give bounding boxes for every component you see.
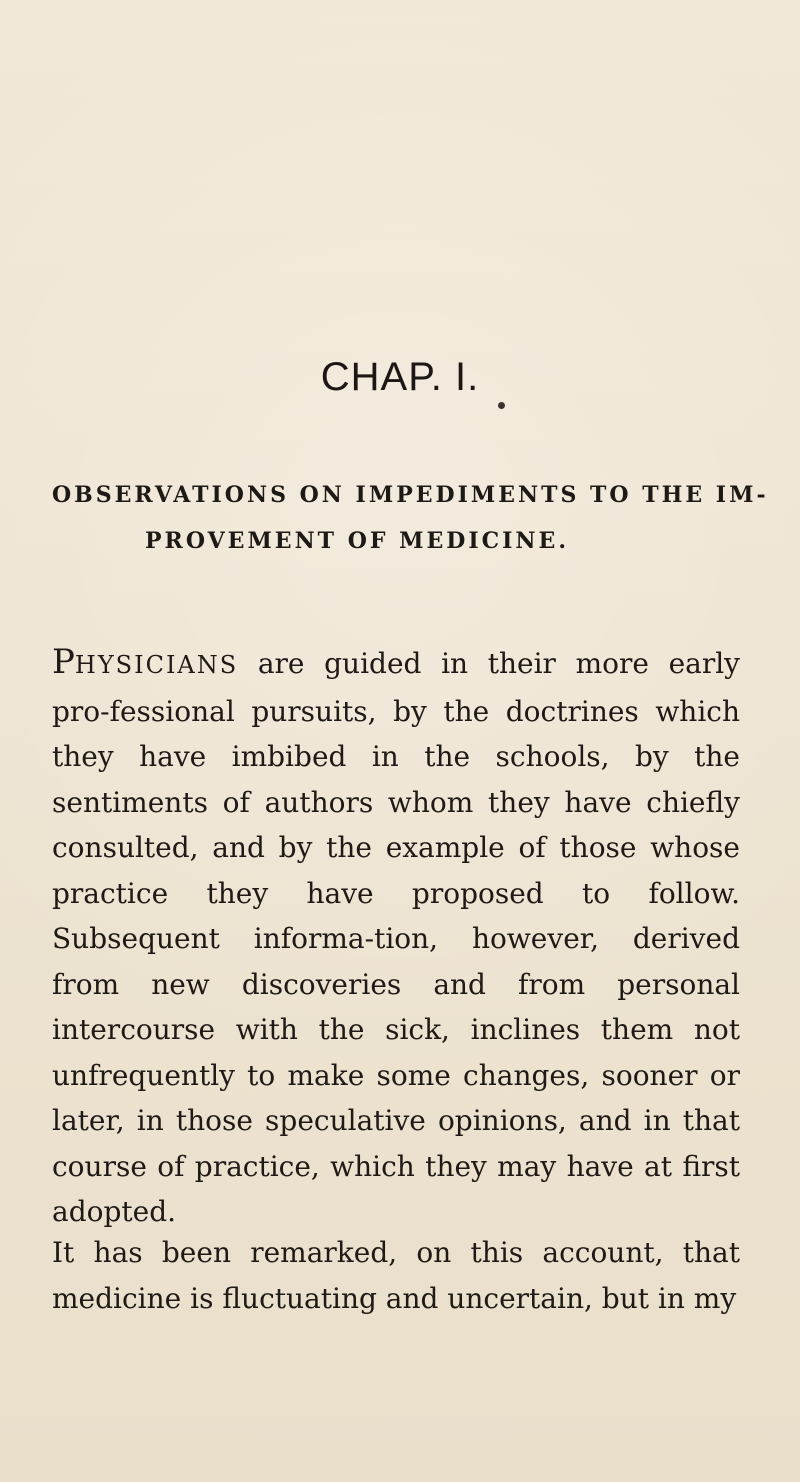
- paragraph-2-text: It has been remarked, on this account, that medicine is fluctuating and uncertain, but in my: [52, 1236, 740, 1315]
- decorative-dot: [498, 402, 505, 409]
- paragraph-1-text: [52, 640, 740, 1235]
- chapter-title: CHAP. I.: [320, 355, 480, 399]
- chapter-subtitle-line-1: OBSERVATIONS ON IMPEDIMENTS TO THE IM-: [52, 482, 769, 508]
- paragraph-2: [52, 1230, 740, 1321]
- paragraph-1: [52, 640, 740, 1235]
- chapter-subtitle-line-2: PROVEMENT OF MEDICINE.: [145, 528, 569, 554]
- paragraph-1-body: are guided in their more early pro-fessional pursuits, by the doctrines which they have imbibed in the schools, by the sentiments of authors whom they have chiefly consulted, and by the example of those whose practice they have proposed to follow. Subsequent informa-tion, however, derived from new discoveries and from personal intercourse with the sick, inclines them not unfrequently to make some changes, sooner or later, in those speculative opinions, and in that course of practice, which they may have at first adopted.: [52, 647, 740, 1228]
- lead-word-small-caps: HYSICIANS: [74, 651, 239, 679]
- drop-cap: P: [52, 642, 75, 682]
